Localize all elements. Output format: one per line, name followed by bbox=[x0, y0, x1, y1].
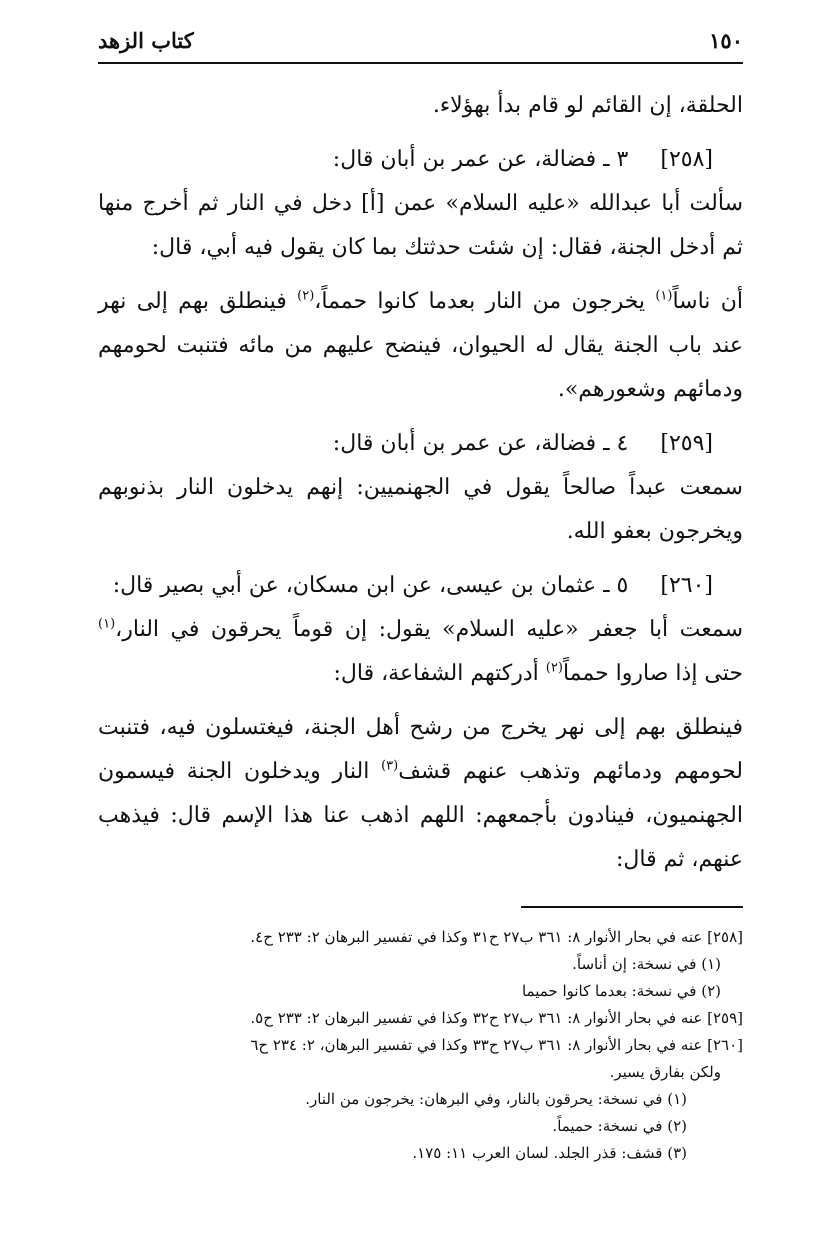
footnote-ref: (٢) bbox=[297, 288, 315, 304]
text-segment: يخرجون من النار بعدما كانوا حمماً، bbox=[314, 289, 656, 314]
footnote-ref: (٣) bbox=[381, 758, 399, 774]
footnote-260-source: [٢٦٠] عنه في بحار الأنوار ٨: ٣٦١ ب٢٧ ح٣٣ وكذا في تفسير البرهان، ٢: ٢٣٤ ح٦ bbox=[250, 1036, 743, 1054]
page-number: ١٥٠ bbox=[709, 28, 743, 53]
text-segment: أن ناساً bbox=[672, 289, 743, 314]
hadith-259-number: [٢٥٩] bbox=[660, 431, 713, 456]
book-title: كتاب الزهد bbox=[98, 28, 194, 53]
text-segment: أدركتهم الشفاعة، قال: bbox=[333, 661, 546, 686]
hadith-260-continuation bbox=[98, 706, 743, 882]
footnote-258-2: (٢) في نسخة: بعدما كانوا حميما bbox=[521, 982, 721, 1000]
hadith-258-answer bbox=[98, 280, 743, 412]
hadith-260-chain: ٥ ـ عثمان بن عيسى، عن ابن مسكان، عن أبي بصير قال: bbox=[112, 573, 629, 598]
footnote-258-1: (١) في نسخة: إن أناساً. bbox=[572, 955, 721, 973]
intro-paragraph: الحلقة، إن القائم لو قام بدأ بهؤلاء. bbox=[432, 93, 743, 118]
hadith-259-chain: ٤ ـ فضالة، عن عمر بن أبان قال: bbox=[332, 431, 629, 456]
footnote-divider bbox=[521, 906, 743, 908]
footnote-ref: (١) bbox=[655, 288, 673, 304]
hadith-260-heading bbox=[98, 564, 743, 608]
hadith-259-text: سمعت عبداً صالحاً يقول في الجهنميين: إنهم يدخلون النار بذنوبهم ويخرجون بعفو الله. bbox=[98, 475, 743, 544]
footnote-258-source: [٢٥٨] عنه في بحار الأنوار ٨: ٣٦١ ب٢٧ ح٣١ وكذا في تفسير البرهان ٢: ٢٣٣ ح٤. bbox=[250, 928, 743, 946]
hadith-258-heading bbox=[98, 138, 743, 182]
text-segment: فينطلق بهم إلى نهر يخرج من رشح أهل الجنة، فيغتسلون فيه، فتنبت لحومهم ودمائهم وتذهب عنهم قشف bbox=[98, 715, 743, 784]
footnote-260-2: (٢) في نسخة: حميماً. bbox=[552, 1117, 687, 1135]
hadith-258-number: [٢٥٨] bbox=[660, 147, 713, 172]
hadith-260-text bbox=[98, 608, 743, 696]
text-segment: سمعت أبا جعفر «عليه السلام» يقول: إن قوماً يحرقون في النار، bbox=[115, 617, 743, 642]
hadith-260-number: [٢٦٠] bbox=[660, 573, 713, 598]
footnote-260-3: (٣) قشف: قذر الجلد. لسان العرب ١١: ١٧٥. bbox=[412, 1144, 687, 1162]
hadith-258-chain: ٣ ـ فضالة، عن عمر بن أبان قال: bbox=[332, 147, 629, 172]
text-segment: حتى إذا صاروا حمماً bbox=[562, 661, 743, 686]
footnote-ref: (١) bbox=[98, 616, 116, 632]
main-text bbox=[98, 84, 743, 882]
hadith-259-heading bbox=[98, 422, 743, 466]
footnote-260-1: (١) في نسخة: يحرقون بالنار، وفي البرهان: يخرجون من النار. bbox=[305, 1090, 687, 1108]
footnote-260-continuation: ولكن بفارق يسير. bbox=[609, 1063, 721, 1081]
book-page bbox=[98, 28, 743, 1167]
running-header bbox=[98, 28, 743, 64]
footnote-ref: (٢) bbox=[545, 660, 563, 676]
footnote-259-source: [٢٥٩] عنه في بحار الأنوار ٨: ٣٦١ ب٢٧ ح٣٢ وكذا في تفسير البرهان ٢: ٢٣٣ ح٥. bbox=[250, 1009, 743, 1027]
hadith-258-question: سألت أبا عبدالله «عليه السلام» عمن [أ] دخل في النار ثم أخرج منها ثم أدخل الجنة، فقال: إن شئت حدثتك بما كان يقول فيه أبي، قال: bbox=[98, 191, 743, 260]
text-segment: النار ويدخلون الجنة فيسمون الجهنميون، فينادون بأجمعهم: اللهم اذهب عنا هذا الإسم قال: فيذهب عنهم، ثم قال: bbox=[98, 759, 743, 872]
text-segment: فينطلق بهم إلى نهر عند باب الجنة يقال له الحيوان، فينضح عليهم من مائه فتنبت لحومهم ودمائهم وشعورهم». bbox=[98, 289, 743, 402]
footnotes bbox=[98, 924, 743, 1167]
